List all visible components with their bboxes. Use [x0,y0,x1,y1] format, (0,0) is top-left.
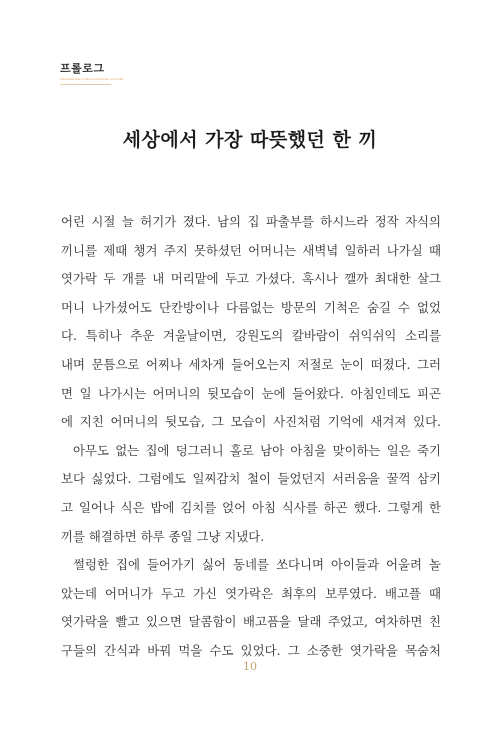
text-line: 끼를 해결하면 하루 종일 그냥 지냈다. [61,528,265,544]
text-line: 어린 시절 늘 허기가 졌다. 남의 집 파출부를 하시느라 정작 자식의 [61,214,441,229]
page-number: 10 [243,660,257,673]
text-line: 에 지친 어머니의 뒷모습, 그 모습이 사진처럼 기억에 새겨져 있다. [61,414,441,430]
text-line: 끼니를 제때 챙겨 주지 못하셨던 어머니는 새벽녘 일하러 나가실 때 [61,242,441,258]
text-line: 보다 싫었다. 그럼에도 일찌감치 철이 들었던지 서러움을 꿀꺽 삼키 [61,471,441,487]
text-line: 았는데 어머니가 두고 가신 엿가락은 최후의 보루였다. 배고플 때 [61,585,441,601]
chapter-title: 세상에서 가장 따뜻했던 한 끼 [122,129,378,151]
header-rule [60,84,111,85]
text-line: 다. 특히나 추운 겨울날이면, 강원도의 칼바람이 쉬익쉬익 소리를 [61,328,441,344]
text-line: 머니 나가셨어도 단칸방이나 다름없는 방문의 기척은 숨길 수 없었 [61,299,441,315]
section-subtitle: The Happiness of Parents & Mother and child [60,77,124,81]
text-line: 아무도 없는 집에 덩그러니 홀로 남아 아침을 맞이하는 일은 죽기 [73,442,441,458]
text-line: 엿가락 두 개를 내 머리맡에 두고 가셨다. 혹시나 깰까 최대한 살그 [61,271,441,287]
text-line: 엿가락을 빨고 있으면 달콤함이 배고픔을 달래 주었고, 여차하면 친 [61,614,441,630]
text-line: 고 일어나 식은 밥에 김치를 얹어 아침 식사를 하곤 했다. 그렇게 한 [61,499,441,515]
text-line: 썰렁한 집에 들어가기 싫어 동네를 쏘다니며 아이들과 어울려 놀 [73,557,441,573]
running-header [60,62,123,81]
body-text [61,208,441,666]
text-line: 구들의 간식과 바꿔 먹을 수도 있었다. 그 소중한 엿가락을 목숨처 [61,642,441,658]
text-line: 내며 문틈으로 어찌나 세차게 들어오는지 저절로 눈이 떠졌다. 그러 [61,356,441,372]
text-line: 면 일 나가시는 어머니의 뒷모습이 눈에 들어왔다. 아침인데도 피곤 [61,385,441,401]
section-label: 프롤로그 [60,62,105,75]
